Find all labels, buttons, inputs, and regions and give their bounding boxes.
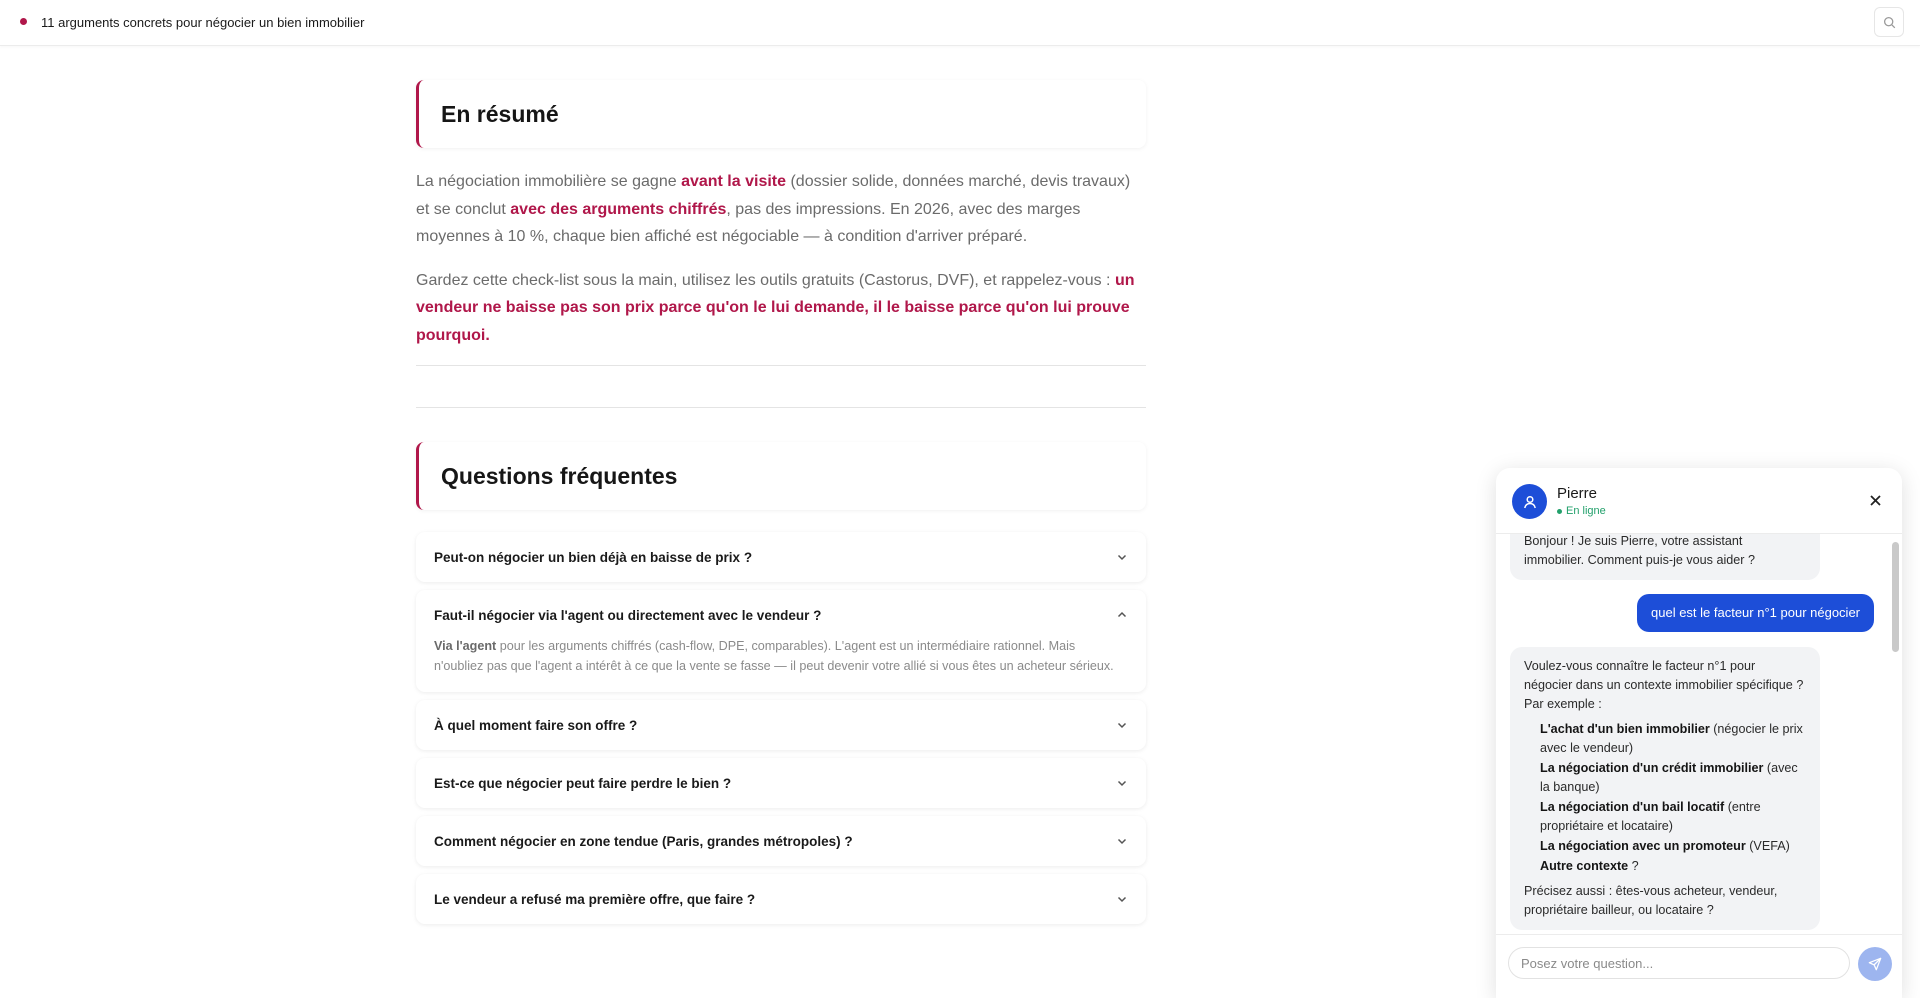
option-bold: L'achat d'un bien immobilier (1540, 722, 1710, 736)
bot-message (1510, 647, 1820, 930)
agent-name: Pierre (1557, 485, 1598, 502)
chevron-down-icon (1116, 835, 1128, 847)
chat-header (1496, 468, 1902, 534)
faq-callout (416, 442, 1146, 510)
faq-item[interactable] (416, 758, 1146, 808)
close-icon (1870, 495, 1881, 506)
answer-bold: Via l'agent (434, 639, 497, 653)
highlight-text: avant la visite (681, 173, 787, 190)
online-dot (1557, 509, 1562, 514)
chevron-down-icon (1116, 777, 1128, 789)
chevron-down-icon (1116, 551, 1128, 563)
chat-input-bar (1496, 934, 1902, 998)
list-item (1540, 798, 1806, 836)
faq-question: Peut-on négocier un bien déjà en baisse de prix ? (434, 549, 753, 565)
summary-heading: En résumé (441, 100, 559, 127)
faq-question-row[interactable] (416, 590, 1146, 640)
chat-widget (1496, 468, 1902, 998)
text-segment: La négociation immobilière se gagne (416, 173, 682, 190)
top-bar (0, 0, 1920, 46)
send-button[interactable] (1858, 947, 1892, 981)
agent-status (1557, 505, 1606, 517)
option-text: (entre propriétaire et locataire) (1540, 800, 1761, 833)
faq-item[interactable] (416, 532, 1146, 582)
faq-question: Faut-il négocier via l'agent ou directement avec le vendeur ? (434, 607, 822, 623)
chat-scrollbar[interactable] (1892, 542, 1899, 652)
text-segment: , pas des impressions. En 2026, avec des marges moyennes à 10 %, chaque bien affiché est négociable — à condition d'arriver préparé. (416, 200, 1081, 245)
avatar (1512, 484, 1547, 519)
option-text: (négocier le prix avec le vendeur) (1540, 722, 1803, 755)
faq-item-open[interactable] (416, 590, 1146, 692)
highlight-text: un vendeur ne baisse pas son prix parce qu'on le lui demande, il le baisse parce qu'on lui prouve pourquoi. (416, 271, 1135, 344)
chat-input[interactable] (1508, 947, 1850, 979)
search-button[interactable] (1874, 7, 1904, 37)
faq-question: Est-ce que négocier peut faire perdre le bien ? (434, 775, 732, 791)
bot-message-outro: Précisez aussi : êtes-vous acheteur, vendeur, propriétaire bailleur, ou locataire ? (1524, 884, 1778, 917)
faq-question: Comment négocier en zone tendue (Paris, grandes métropoles) ? (434, 833, 853, 849)
faq-question: À quel moment faire son offre ? (434, 717, 638, 733)
faq-question-row[interactable] (416, 700, 1146, 750)
list-item (1540, 720, 1806, 758)
list-item (1540, 759, 1806, 797)
option-bold: La négociation d'un bail locatif (1540, 800, 1725, 814)
summary-paragraph-2 (416, 267, 1146, 350)
faq-question: Le vendeur a refusé ma première offre, que faire ? (434, 891, 756, 907)
faq-question-row[interactable] (416, 874, 1146, 924)
send-icon (1868, 957, 1882, 971)
user-message: quel est le facteur n°1 pour négocier (1637, 594, 1874, 632)
list-item (1540, 837, 1806, 856)
text-segment: (dossier solide, données marché, devis travaux) et se conclut (416, 173, 1131, 218)
summary-text (416, 168, 1146, 349)
user-icon (1522, 494, 1538, 510)
option-text: ? (1628, 859, 1639, 873)
faq-item[interactable] (416, 816, 1146, 866)
bot-message-intro: Voulez-vous connaître le facteur n°1 pour négocier dans un contexte immobilier spécifique ? Par exemple : (1524, 659, 1804, 711)
faq-item[interactable] (416, 700, 1146, 750)
option-text: (avec la banque) (1540, 761, 1798, 794)
faq-question-row[interactable] (416, 758, 1146, 808)
faq-question-row[interactable] (416, 532, 1146, 582)
summary-callout (416, 80, 1146, 148)
divider (416, 407, 1146, 408)
faq-question-row[interactable] (416, 816, 1146, 866)
list-item (1540, 857, 1806, 876)
chevron-down-icon (1116, 893, 1128, 905)
close-button[interactable] (1866, 492, 1884, 510)
highlight-text: avec des arguments chiffrés (510, 200, 727, 218)
divider (416, 365, 1146, 366)
faq-list (416, 532, 1146, 924)
option-list (1540, 720, 1806, 876)
summary-paragraph-1 (416, 168, 1146, 251)
search-icon (1883, 16, 1896, 29)
faq-answer (416, 636, 1146, 692)
option-bold: Autre contexte (1540, 859, 1629, 873)
article (416, 80, 1146, 932)
faq-item[interactable] (416, 874, 1146, 924)
faq-heading: Questions fréquentes (441, 462, 678, 489)
bot-message: Bonjour ! Je suis Pierre, votre assistant immobilier. Comment puis-je vous aider ? (1510, 534, 1820, 580)
option-text: (VEFA) (1745, 839, 1790, 853)
chevron-up-icon (1116, 609, 1128, 621)
status-text: En ligne (1566, 505, 1606, 517)
page-title: 11 arguments concrets pour négocier un bien immobilier (41, 15, 365, 30)
option-bold: La négociation avec un promoteur (1540, 839, 1746, 853)
chevron-down-icon (1116, 719, 1128, 731)
accent-dot (20, 18, 27, 25)
chat-messages (1496, 534, 1902, 934)
answer-text: pour les arguments chiffrés (cash-flow, DPE, comparables). L'agent est un intermédiaire rationnel. Mais n'oubliez pas que l'agent a intérêt à ce que la vente se fasse — il peut devenir votre allié si vous êtes un acheteur sérieux. (434, 639, 1114, 673)
text-segment: Gardez cette check-list sous la main, utilisez les outils gratuits (Castorus, DVF), et rappelez-vous : (416, 271, 1115, 289)
option-bold: La négociation d'un crédit immobilier (1540, 761, 1764, 775)
